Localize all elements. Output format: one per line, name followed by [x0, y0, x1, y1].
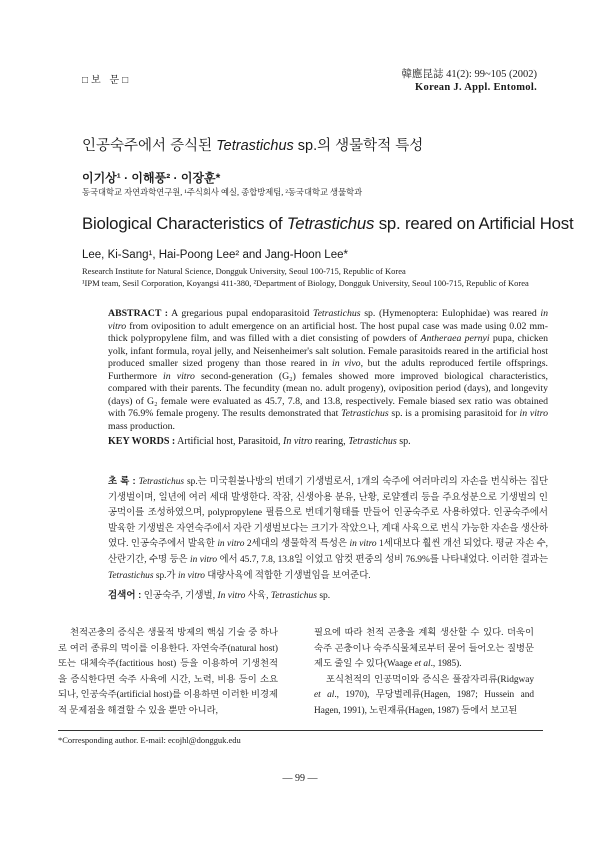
korean-abstract-italic: in vitro [190, 554, 218, 565]
keywords-text: Artificial host, Parasitoid, [175, 436, 283, 447]
journal-volume: 韓應昆誌 41(2): 99~105 (2002) [401, 69, 537, 80]
korean-affiliation: 동국대학교 자연과학연구원, ¹주식회사 예실, 종합방제팀, ²동국대학교 생물학과 [82, 188, 363, 197]
korean-abstract-italic: Tetrastichus [138, 477, 185, 487]
korean-title [82, 134, 423, 155]
section-mark: □보 문□ [82, 75, 132, 86]
korean-title-text: 인공숙주에서 증식된 [82, 138, 217, 154]
corresponding-author-footnote: *Corresponding author. E-mail: ecojhl@dongguk.edu [58, 735, 241, 745]
korean-abstract-italic: in vitro [177, 570, 205, 581]
korean-title-species: Tetrastichus [216, 138, 294, 154]
korean-abstract-text: sp.는 미국흰불나방의 번데기 기생벌로서, 1개의 숙주에 여러마리의 자손을 번식하는 집단 기생벌이며, 일년에 여러 세대 발생한다. 작잠, 신생아용 분유, 난황, 로얄젤리 등을 주요성분으로 기생벌의 인공먹이를 조성하였으며, polypropylene 필름으로 번데기형태를 만들어 인공숙주로 사용하였다. 인공숙주에서 발육한 기생벌은 자연숙주에서 자란 기생벌보다는 크기가 작았으나, 계대 사육으로 번식 가능한 자손을 생산하였다. 인공숙주에서 발육한 [108, 477, 549, 550]
keywords-text: sp. [396, 436, 411, 447]
page-number: — 99 — [282, 773, 318, 784]
abstract-text: A gregarious pupal endoparasitoid [168, 308, 314, 319]
korean-keywords-label: 검색어 : [108, 590, 142, 601]
keywords-italic: Tetrastichus [348, 436, 397, 447]
abstract-text: second-generation (G₂) females showed more improved biological characteristics, compared with their parents. The fecundity (mean no. adult progeny), oviposition period (days), and longevity (days) of G₂ female were evaluated as 45.7, 7.8, and 13.8, respectively. Female biased sex ratio was obtained with 76.9% female progeny. The results demonstrated that [108, 370, 548, 419]
body-text: 포식천적의 인공먹이와 증식은 풀잠자리류(Ridgway [326, 674, 534, 685]
korean-keywords-italic: In vitro [217, 591, 246, 601]
abstract-italic: in vitro [519, 408, 548, 419]
english-abstract [108, 308, 548, 433]
korean-keywords-italic: Tetrastichus [270, 591, 317, 601]
korean-keywords-text: sp. [316, 591, 331, 601]
english-affiliation [82, 265, 529, 289]
korean-abstract-text: 2세대의 생물학적 특성은 [244, 539, 350, 550]
korean-abstract-text: 에서 45.7, 7.8, 13.8일 이었고 암컷 편중의 성비 76.9%를 나타내었다. 이러한 결과는 [217, 554, 549, 565]
english-authors: Lee, Ki-Sang¹, Hai-Poong Lee² and Jang-Hoon Lee* [82, 249, 348, 261]
korean-abstract-italic: in vitro [217, 539, 245, 550]
english-title-suffix: sp. reared on Artificial Host [374, 214, 574, 233]
abstract-italic: Tetrastichus [341, 408, 389, 419]
korean-title-suffix: sp.의 생물학적 특성 [293, 138, 424, 154]
korean-abstract-italic: Tetrastichus [108, 570, 154, 581]
body-italic: et al [314, 690, 335, 701]
footnote-divider [58, 730, 543, 731]
body-text: 필요에 따라 천적 곤충을 계획 생산할 수 있다. 더욱이 숙주 곤충이나 숙주식물체로부터 묻어 들어오는 질병문제도 줄일 수 있다(Waage [314, 628, 534, 670]
affiliation-line-1: Research Institute for Natural Science, Dongguk University, Seoul 100-715, Republic of Korea [82, 266, 406, 276]
korean-authors: 이기상¹ · 이해풍² · 이장훈* [82, 171, 221, 185]
body-column-left [58, 626, 278, 720]
journal-citation [402, 68, 537, 94]
abstract-text: sp. (Hymenoptera: Eulophidae) was reared [360, 308, 541, 319]
abstract-text: from oviposition to adult emergence on an artificial host. The host pupal case was made using 0.02 mm-thick polypropylene film, and was filled with a diet consisting of powders of [108, 320, 548, 344]
korean-abstract-label: 초 록 : [108, 475, 136, 486]
abstract-text: sp. is a promising parasitoid for [388, 408, 520, 419]
korean-abstract-text: 대량사육에 적합한 기생벌임을 보여준다. [204, 570, 371, 581]
english-title [82, 214, 573, 234]
keywords-label: KEY WORDS : [108, 436, 176, 447]
body-text: ., 1985). [430, 659, 462, 670]
abstract-italic: Antheraea pernyi [420, 333, 490, 344]
abstract-italic: Tetrastichus [313, 308, 361, 319]
korean-abstract-italic: in vitro [349, 539, 377, 550]
abstract-italic: in vitro [163, 370, 195, 382]
abstract-text: mass production. [108, 420, 175, 432]
abstract-text: pupa, chicken yolk, infant formula, royal jelly, and Neisenheimer's salt solution. Female parasitoids reared in the artificial host produced smaller sized progeny than those reared in [108, 333, 548, 369]
english-keywords [108, 436, 548, 447]
english-title-text: Biological Characteristics of [82, 214, 287, 233]
body-italic: et al [414, 659, 431, 670]
korean-abstract-text: 1세대보다 훨씬 개선 되었다. 평균 자손 수, 산란기간, 수명 등은 [108, 539, 548, 565]
korean-keywords [108, 587, 548, 601]
body-text: ., 1970), 무당벌레류(Hagen, 1987; Hussein and Hagen, 1991), 노린재류(Hagen, 1987) 등에서 보고된 [314, 690, 535, 716]
korean-keywords-text: 인공숙주, 기생벌, [141, 591, 218, 601]
body-text: 천적곤충의 증식은 생물적 방제의 핵심 기술 중 하나로 여러 종류의 먹이를 이용한다. 자연숙주(natural host) 또는 대체숙주(factitious host) 등을 이용하여 기생천적을 증식한다면 숙주 사육에 시간, 노력, 비용 등이 소요되나, 인공숙주(artificial host)를 이용하면 이러한 비경제적 문제점을 해결할 수 있을 뿐만 아니라, [58, 628, 278, 716]
affiliation-line-2: ¹IPM team, Sesil Corporation, Koyangsi 411-380, ²Department of Biology, Dongguk University, Seoul 100-715, Republic of Korea [82, 278, 529, 288]
abstract-label: ABSTRACT : [108, 308, 169, 319]
abstract-italic: in vitro [108, 308, 549, 332]
keywords-text: rearing, [312, 436, 349, 447]
korean-abstract [108, 473, 548, 584]
body-column-right [314, 626, 534, 720]
journal-name: Korean J. Appl. Entomol. [415, 82, 537, 93]
abstract-text: , but the adults reproduced fertile offsprings. Furthermore [108, 358, 548, 382]
keywords-italic: In vitro [283, 436, 313, 447]
english-title-species: Tetrastichus [286, 214, 375, 233]
abstract-italic: in vivo [332, 358, 361, 369]
korean-abstract-text: sp.가 [153, 570, 178, 581]
korean-keywords-text: 사육, [245, 591, 271, 601]
